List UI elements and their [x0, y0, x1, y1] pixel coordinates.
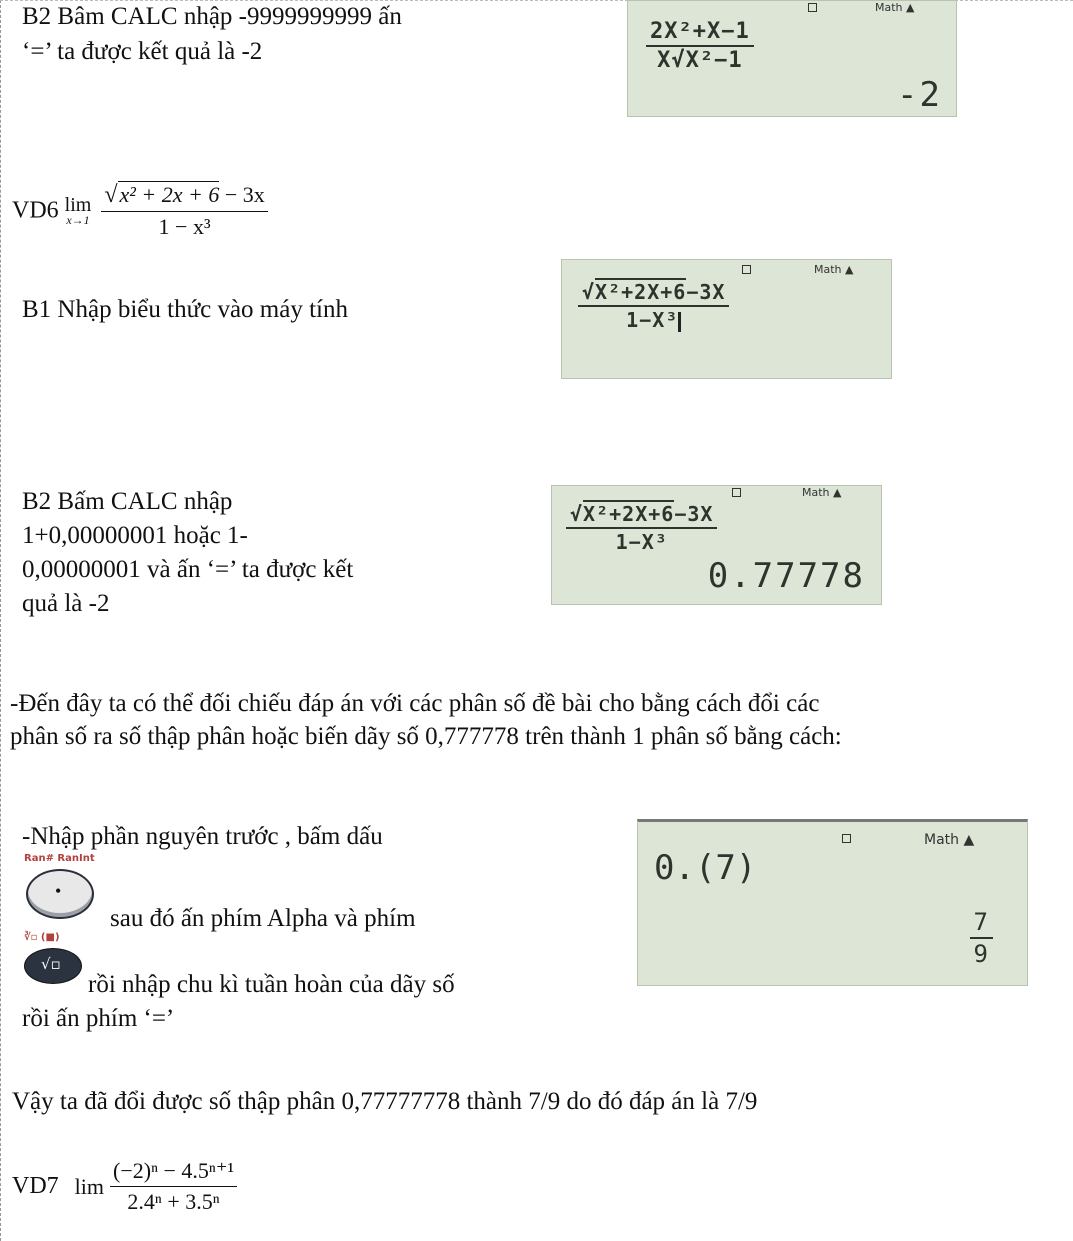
b2-line4: quả là -2: [22, 590, 110, 617]
paragraph-line1: -Đến đây ta có thể đối chiếu đáp án với các phân số đề bài cho bằng cách đổi các: [10, 690, 820, 717]
calc-expression: [566, 502, 717, 554]
b2-line1: B2 Bấm CALC nhập: [22, 488, 233, 515]
calc-screen-4: [637, 819, 1028, 986]
calc-input: 0.(7): [654, 848, 757, 888]
calc-result-denominator: 9: [973, 940, 989, 968]
vd6-numerator: √x² + 2x + 6 − 3x: [101, 182, 267, 212]
vd7-denominator: 2.4ⁿ + 3.5ⁿ: [127, 1189, 220, 1214]
sqrt-key-label: ∛▫ (■): [24, 932, 60, 943]
calc-num-tail: −3X: [674, 502, 714, 526]
steps-line4: rồi ấn phím ‘=’: [22, 1005, 175, 1032]
vd7-label: VD7: [12, 1173, 59, 1199]
calc-result-numerator: 7: [970, 908, 993, 939]
vd6-lim: [65, 194, 92, 228]
paragraph-line2: phân số ra số thập phân hoặc biến dãy số 0,777778 trên thành 1 phân số bằng cách:: [10, 723, 842, 750]
vd7-numerator: (−2)ⁿ − 4.5ⁿ⁺¹: [110, 1158, 237, 1187]
text-cursor: [678, 312, 681, 332]
steps-line1: -Nhập phần nguyên trước , bấm dấu: [22, 823, 383, 850]
calc-result: 0.77778: [707, 556, 865, 596]
calc-expression: [646, 19, 754, 73]
calc-radicand: X²+2X+6: [583, 502, 675, 526]
vd6-denominator: 1 − x³: [158, 214, 211, 239]
dot-key-label: Ran# RanInt: [24, 853, 95, 864]
vd6-radicand: x² + 2x + 6: [119, 182, 220, 207]
calc-denominator: [626, 307, 681, 332]
calc-numerator: 2X²+X−1: [646, 19, 754, 47]
steps-line2: sau đó ấn phím Alpha và phím: [110, 905, 416, 932]
calc-num-tail: −3X: [686, 280, 726, 304]
vd6-label: VD6: [12, 197, 59, 224]
b2-line3: 0,00000001 và ấn ‘=’ ta được kết: [22, 556, 354, 583]
vd6-expression: [12, 182, 268, 240]
steps-line3: rồi nhập chu kì tuần hoàn của dãy số: [88, 971, 455, 998]
lim-subscript: x→1: [66, 213, 90, 227]
dot-key-icon: [26, 869, 94, 919]
calc-expression: [578, 280, 729, 332]
section1-line1: B2 Bâm CALC nhập -9999999999 ấn: [22, 3, 402, 30]
calc-screen-1: [627, 0, 957, 117]
calc-indicator-box: [742, 265, 751, 274]
calc-screen-2: [561, 259, 892, 379]
math-indicator: Math ▲: [802, 486, 842, 499]
calc-result: -2: [897, 75, 942, 115]
b2-line2: 1+0,00000001 hoặc 1-: [22, 522, 248, 549]
calc-denominator: 1−X³: [615, 530, 668, 554]
math-indicator: Math ▲: [924, 832, 975, 848]
calc-indicator-box: [842, 834, 851, 843]
vd7-fraction: [110, 1158, 237, 1215]
math-indicator: Math ▲: [875, 1, 915, 14]
vd7-lim: lim: [74, 1173, 105, 1199]
sqrt-key-image: [22, 932, 84, 990]
math-indicator: Math ▲: [814, 263, 854, 276]
calc-indicator-box: [732, 488, 741, 497]
b1-text: B1 Nhập biểu thức vào máy tính: [22, 296, 348, 323]
calc-numerator: √X²+2X+6−3X: [578, 280, 729, 307]
calc-result-fraction: [970, 908, 993, 968]
lim-word: lim: [64, 194, 92, 216]
dot-key-image: [22, 853, 94, 925]
calc-denominator-text: 1−X³: [626, 308, 679, 332]
vd6-num-tail: − 3x: [219, 182, 265, 207]
page-margin-rule: [0, 0, 1, 1241]
sqrt-symbol: √▫: [41, 955, 61, 973]
vd7-expression: [12, 1158, 237, 1215]
calc-indicator-box: [808, 3, 817, 12]
dot-symbol: •: [55, 881, 62, 901]
calc-radicand: X²+2X+6: [595, 280, 687, 304]
calc-numerator: √X²+2X+6−3X: [566, 502, 717, 529]
calc-denominator: X√X²−1: [657, 48, 743, 73]
vd6-fraction: [101, 182, 267, 240]
calc-screen-3: [551, 485, 882, 605]
section1-line2: ‘=’ ta được kết quả là -2: [22, 38, 263, 65]
sqrt-icon: [24, 948, 82, 984]
conclusion-text: Vậy ta đã đổi được số thập phân 0,77777778 thành 7/9 do đó đáp án là 7/9: [12, 1088, 758, 1115]
